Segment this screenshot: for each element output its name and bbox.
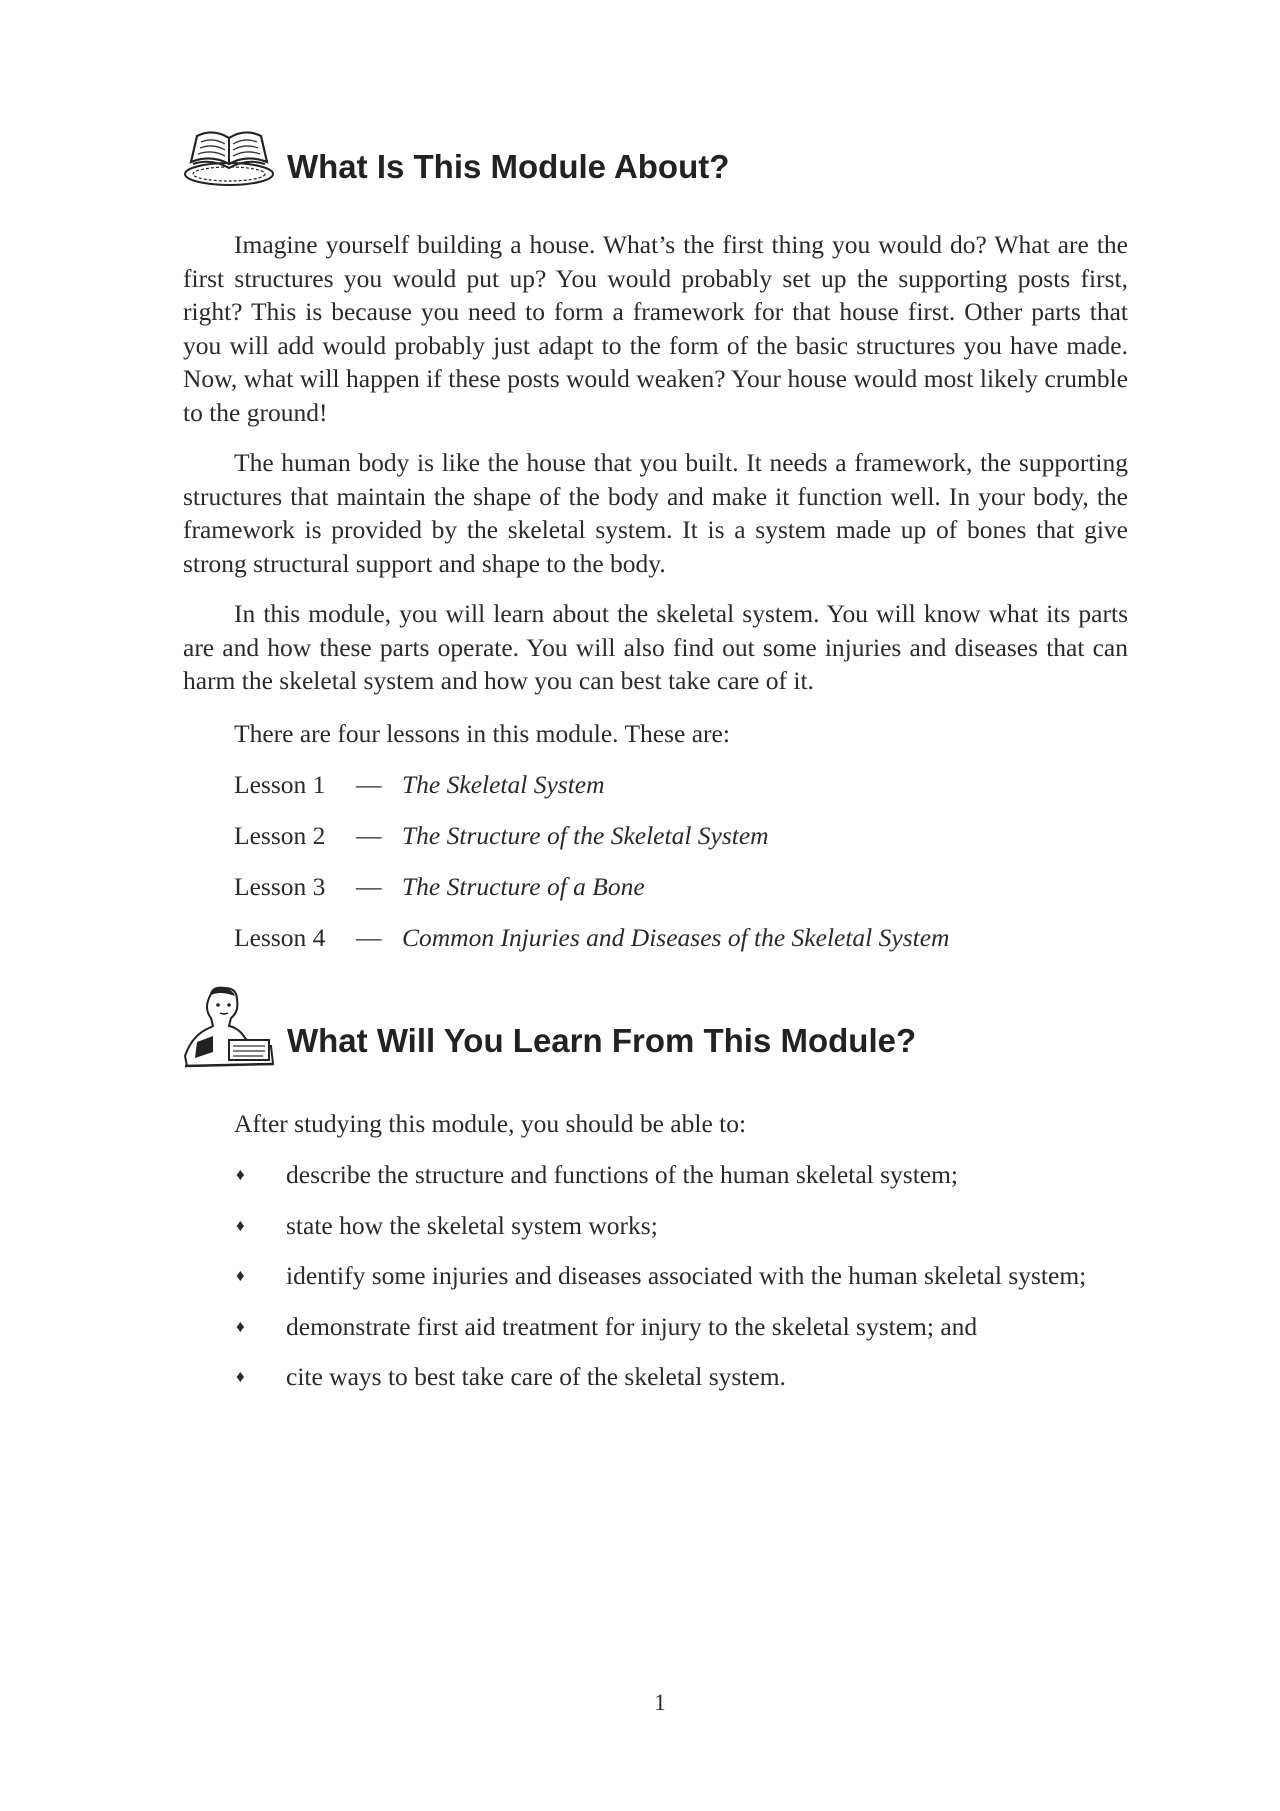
objective-text: state how the skeletal system works; [286, 1210, 658, 1240]
objective-text: demonstrate first aid treatment for injury to the skeletal system; and [286, 1311, 978, 1341]
diamond-bullet-icon: ♦ [236, 1367, 245, 1386]
lesson-title: The Skeletal System [402, 770, 605, 799]
list-item [234, 1259, 1114, 1293]
lesson-dash: — [356, 821, 382, 850]
objective-text: identify some injuries and diseases associated with the human skeletal system; [286, 1261, 1087, 1290]
paragraph-2: The human body is like the house that you built. It needs a framework, the supporting structures that maintain the shape of the body and make it function well. In your body, the framework is provided by the skeletal system. It is a system made up of bones that give strong structural support and shape to the body. [183, 448, 1128, 578]
lesson-title: Common Injuries and Diseases of the Skeletal System [402, 923, 950, 952]
lesson-label: Lesson 2 [234, 821, 326, 850]
list-item [234, 1310, 1114, 1344]
list-item [234, 1209, 1114, 1243]
objectives-list [234, 1158, 1114, 1411]
lesson-label: Lesson 3 [234, 872, 326, 901]
lessons-intro: There are four lessons in this module. These are: [234, 719, 730, 748]
section-header-about [183, 118, 1183, 214]
lesson-title: The Structure of the Skeletal System [402, 821, 769, 850]
diamond-bullet-icon: ♦ [236, 1165, 245, 1184]
section-header-learn [183, 986, 1183, 1082]
objectives-intro: After studying this module, you should be able to: [234, 1109, 747, 1138]
diamond-bullet-icon: ♦ [236, 1316, 245, 1336]
list-item [234, 819, 1134, 870]
diamond-bullet-icon: ♦ [236, 1215, 245, 1235]
open-book-icon [183, 118, 275, 195]
list-item [234, 1360, 1114, 1394]
list-item [234, 768, 1134, 819]
objective-text: describe the structure and functions of the human skeletal system; [286, 1160, 959, 1189]
lesson-label: Lesson 4 [234, 923, 326, 952]
diamond-bullet-icon: ♦ [236, 1266, 245, 1285]
student-studying-icon [183, 986, 275, 1075]
paragraph-1: Imagine yourself building a house. What’s the first thing you would do? What are the first structures you would put up? You would probably set up the supporting posts first, right? This is because you need to form a framework for that house first. Other parts that you will add would probably just adapt to the form of the basic structures you have made. Now, what will happen if these posts would weaken? Your house would most likely crumble to the ground! [183, 230, 1128, 427]
lesson-dash: — [356, 872, 382, 901]
lesson-dash: — [356, 770, 382, 799]
section-title-about: What Is This Module About? [287, 148, 730, 185]
paragraph-3: In this module, you will learn about the skeletal system. You will know what its parts are and how these parts operate. You will also find out some injuries and diseases that can harm the skeletal system and how you can best take care of it. [183, 599, 1128, 695]
list-item [234, 870, 1134, 921]
objective-text: cite ways to best take care of the skeletal system. [286, 1362, 786, 1391]
list-item [234, 921, 1134, 972]
section-title-learn: What Will You Learn From This Module? [287, 1022, 917, 1059]
lesson-dash: — [356, 923, 382, 952]
about-paragraphs [183, 228, 1128, 715]
list-item [234, 1158, 1114, 1192]
lesson-label: Lesson 1 [234, 770, 326, 799]
page-number: 1 [654, 1690, 666, 1715]
lessons-list [234, 768, 1134, 972]
lesson-title: The Structure of a Bone [402, 872, 645, 901]
